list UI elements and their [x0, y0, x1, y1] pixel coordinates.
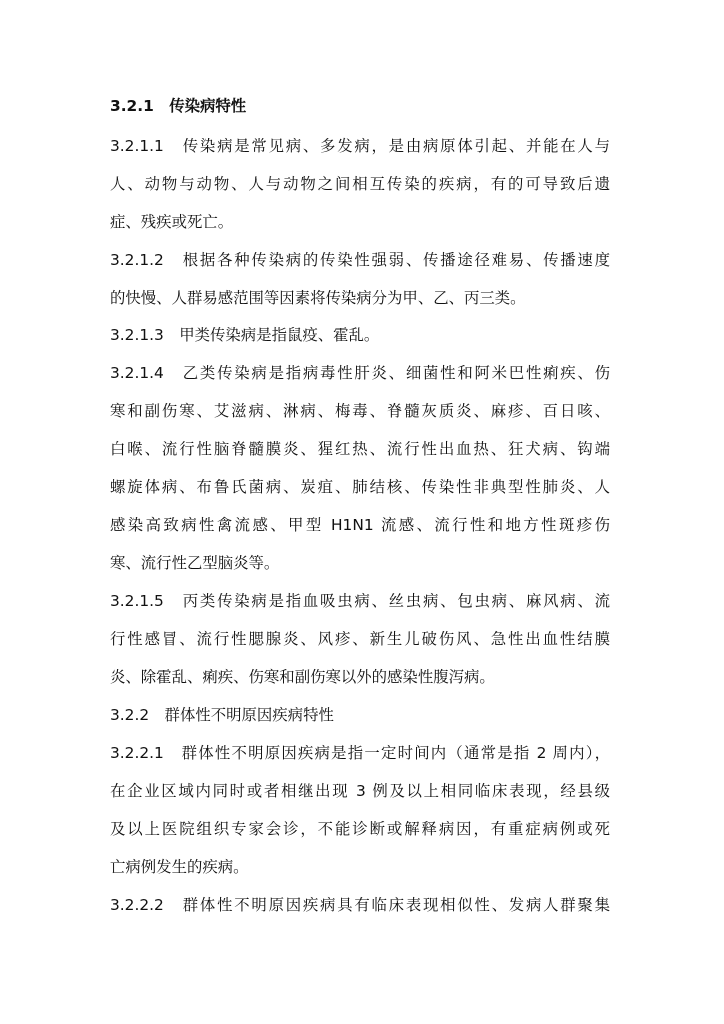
- paragraph-line: 3.2.1.2 根据各种传染病的传染性强弱、传播途径难易、传播速度: [110, 251, 610, 269]
- paragraph-line: 的快慢、人群易感范围等因素将传染病分为甲、乙、丙三类。: [110, 289, 526, 307]
- section-heading-3-2-2: 3.2.2 群体性不明原因疾病特性: [110, 706, 334, 724]
- paragraph-line: 3.2.2.1 群体性不明原因疾病是指一定时间内（通常是指 2 周内），: [110, 744, 610, 762]
- paragraph-line: 感染高致病性禽流感、甲型 H1N1 流感、流行性和地方性斑疹伤: [110, 516, 610, 534]
- paragraph-line: 白喉、流行性脑脊髓膜炎、猩红热、流行性出血热、狂犬病、钩端: [110, 440, 610, 458]
- paragraph-line: 炎、除霍乱、痢疾、伤寒和副伤寒以外的感染性腹泻病。: [110, 668, 495, 686]
- paragraph-line: 亡病例发生的疾病。: [110, 858, 249, 876]
- paragraph-line: 3.2.1.1 传染病是常见病、多发病，是由病原体引起、并能在人与: [110, 137, 610, 155]
- paragraph-line: 3.2.1.3 甲类传染病是指鼠疫、霍乱。: [110, 326, 380, 344]
- paragraph-line: 寒、流行性乙型脑炎等。: [110, 554, 280, 572]
- paragraph-line: 螺旋体病、布鲁氏菌病、炭疽、肺结核、传染性非典型性肺炎、人: [110, 478, 610, 496]
- paragraph-line: 行性感冒、流行性腮腺炎、风疹、新生儿破伤风、急性出血性结膜: [110, 630, 610, 648]
- paragraph-line: 3.2.1.5 丙类传染病是指血吸虫病、丝虫病、包虫病、麻风病、流: [110, 592, 610, 610]
- section-heading-3-2-1: 3.2.1 传染病特性: [110, 97, 247, 115]
- paragraph-line: 及以上医院组织专家会诊，不能诊断或解释病因，有重症病例或死: [110, 820, 610, 838]
- paragraph-line: 人、动物与动物、人与动物之间相互传染的疾病，有的可导致后遗: [110, 175, 610, 193]
- paragraph-line: 症、残疾或死亡。: [110, 213, 234, 231]
- paragraph-line: 3.2.1.4 乙类传染病是指病毒性肝炎、细菌性和阿米巴性痢疾、伤: [110, 364, 610, 382]
- paragraph-line: 寒和副伤寒、艾滋病、淋病、梅毒、脊髓灰质炎、麻疹、百日咳、: [110, 402, 610, 420]
- paragraph-line: 3.2.2.2 群体性不明原因疾病具有临床表现相似性、发病人群聚集: [110, 896, 610, 914]
- paragraph-line: 在企业区域内同时或者相继出现 3 例及以上相同临床表现，经县级: [110, 782, 610, 800]
